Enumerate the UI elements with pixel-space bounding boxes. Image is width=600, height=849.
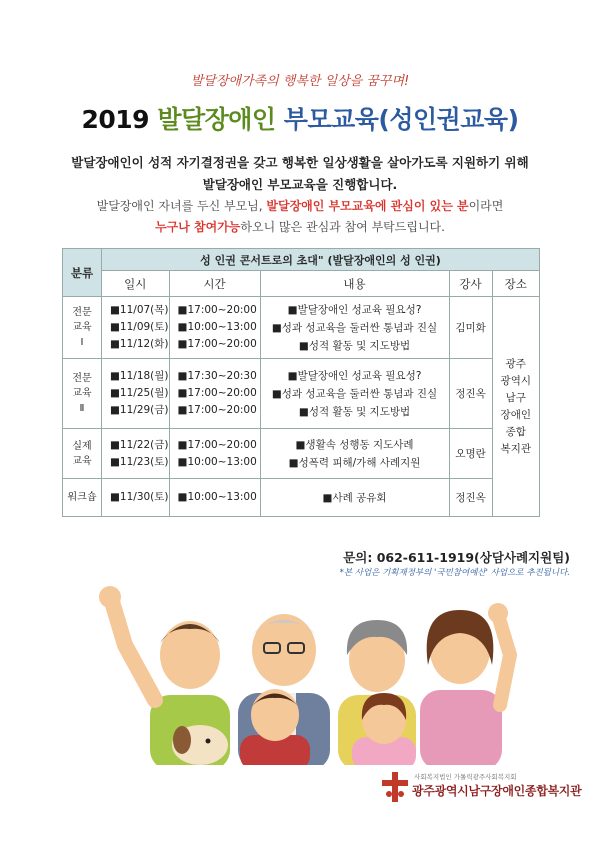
header-category: 분류 (63, 249, 102, 297)
table-row (63, 297, 540, 359)
row-lecturer: 정진옥 (449, 479, 492, 517)
schedule-table (62, 248, 540, 517)
intro-line3 (0, 196, 600, 217)
table-row (63, 359, 540, 429)
row-lecturer: 오명란 (449, 429, 492, 479)
row-contents: ■생활속 성행동 지도사례 ■성폭력 피해/가해 사례지원 (260, 429, 449, 479)
logo-subtitle: 사회복지법인 가톨릭광주사회복지회 (414, 773, 517, 781)
table-row (63, 479, 540, 517)
table-header-row (63, 249, 540, 271)
funding-note: *본 사업은 기획재정부의 '국민참여예산' 사업으로 추진됩니다. (339, 568, 570, 578)
intro-invite (0, 196, 600, 238)
dog-figure (172, 725, 228, 765)
row-dates: ■11/22(금) ■11/23(토) (102, 429, 170, 479)
subheader-content: 내용 (260, 271, 449, 297)
row-times: ■17:00~20:00 ■10:00~13:00 ■17:00~20:00 (169, 297, 260, 359)
subheader-venue: 장소 (492, 271, 539, 297)
intro-line4 (0, 217, 600, 238)
intro-line3c: 이라면 (468, 199, 504, 213)
contact-info: 문의: 062-611-1919(상담사례지원팀) (343, 550, 570, 565)
row-times: ■10:00~13:00 (169, 479, 260, 517)
intro-bold (0, 152, 600, 196)
row-category: 전문 교육 Ⅱ (63, 359, 102, 429)
table-subheader-row (63, 271, 540, 297)
intro-line4b: 하오니 많은 관심과 참여 부탁드립니다. (240, 220, 445, 234)
family-illustration (90, 585, 520, 765)
subheader-time: 시간 (169, 271, 260, 297)
row-category: 전문 교육 Ⅰ (63, 297, 102, 359)
row-dates: ■11/18(월) ■11/25(월) ■11/29(금) (102, 359, 170, 429)
intro-line3b: 발달장애인 부모교육에 관심이 있는 분 (266, 199, 469, 213)
row-contents: ■발달장애인 성교육 필요성? ■성과 성교육을 둘러싼 통념과 진실 ■성적 활동 및 지도방법 (260, 297, 449, 359)
row-dates: ■11/30(토) (102, 479, 170, 517)
intro-line4a: 누구나 참여가능 (155, 220, 241, 234)
logo-name: 광주광역시남구장애인종합복지관 (412, 784, 582, 798)
table-row (63, 429, 540, 479)
title-year: 2019 (81, 105, 150, 134)
mother-figure (420, 603, 510, 765)
row-times: ■17:30~20:30 ■17:00~20:00 ■17:00~20:00 (169, 359, 260, 429)
header-title: 성 인권 콘서트로의 초대" (발달장애인의 성 인권) (102, 249, 540, 271)
page-title (0, 100, 600, 136)
tagline: 발달장애가족의 행복한 일상을 꿈꾸며! (190, 74, 410, 89)
row-lecturer: 김미화 (449, 297, 492, 359)
intro-line1: 발달장애인이 성적 자기결정권을 갖고 행복한 일상생활을 살아가도록 지원하기 위해 (71, 155, 529, 170)
subheader-lecturer: 강사 (449, 271, 492, 297)
row-contents: ■발달장애인 성교육 필요성? ■성과 성교육을 둘러싼 통념과 진실 ■성적 활동 및 지도방법 (260, 359, 449, 429)
row-category: 실제 교육 (63, 429, 102, 479)
row-contents: ■사례 공유회 (260, 479, 449, 517)
row-lecturer: 정진옥 (449, 359, 492, 429)
title-part1: 발달장애인 (157, 105, 276, 134)
intro-line2: 발달장애인 부모교육을 진행합니다. (202, 177, 398, 192)
venue-cell: 광주 광역시 남구 장애인 종합 복지관 (492, 297, 539, 517)
organization-logo (378, 770, 582, 806)
title-part2: 부모교육(성인권교육) (283, 105, 519, 134)
row-times: ■17:00~20:00 ■10:00~13:00 (169, 429, 260, 479)
row-category: 워크숍 (63, 479, 102, 517)
cross-icon (382, 772, 408, 802)
intro-line3a: 발달장애인 자녀를 두신 부모님, (96, 199, 267, 213)
row-dates: ■11/07(목) ■11/09(토) ■11/12(화) (102, 297, 170, 359)
subheader-date: 일시 (102, 271, 170, 297)
